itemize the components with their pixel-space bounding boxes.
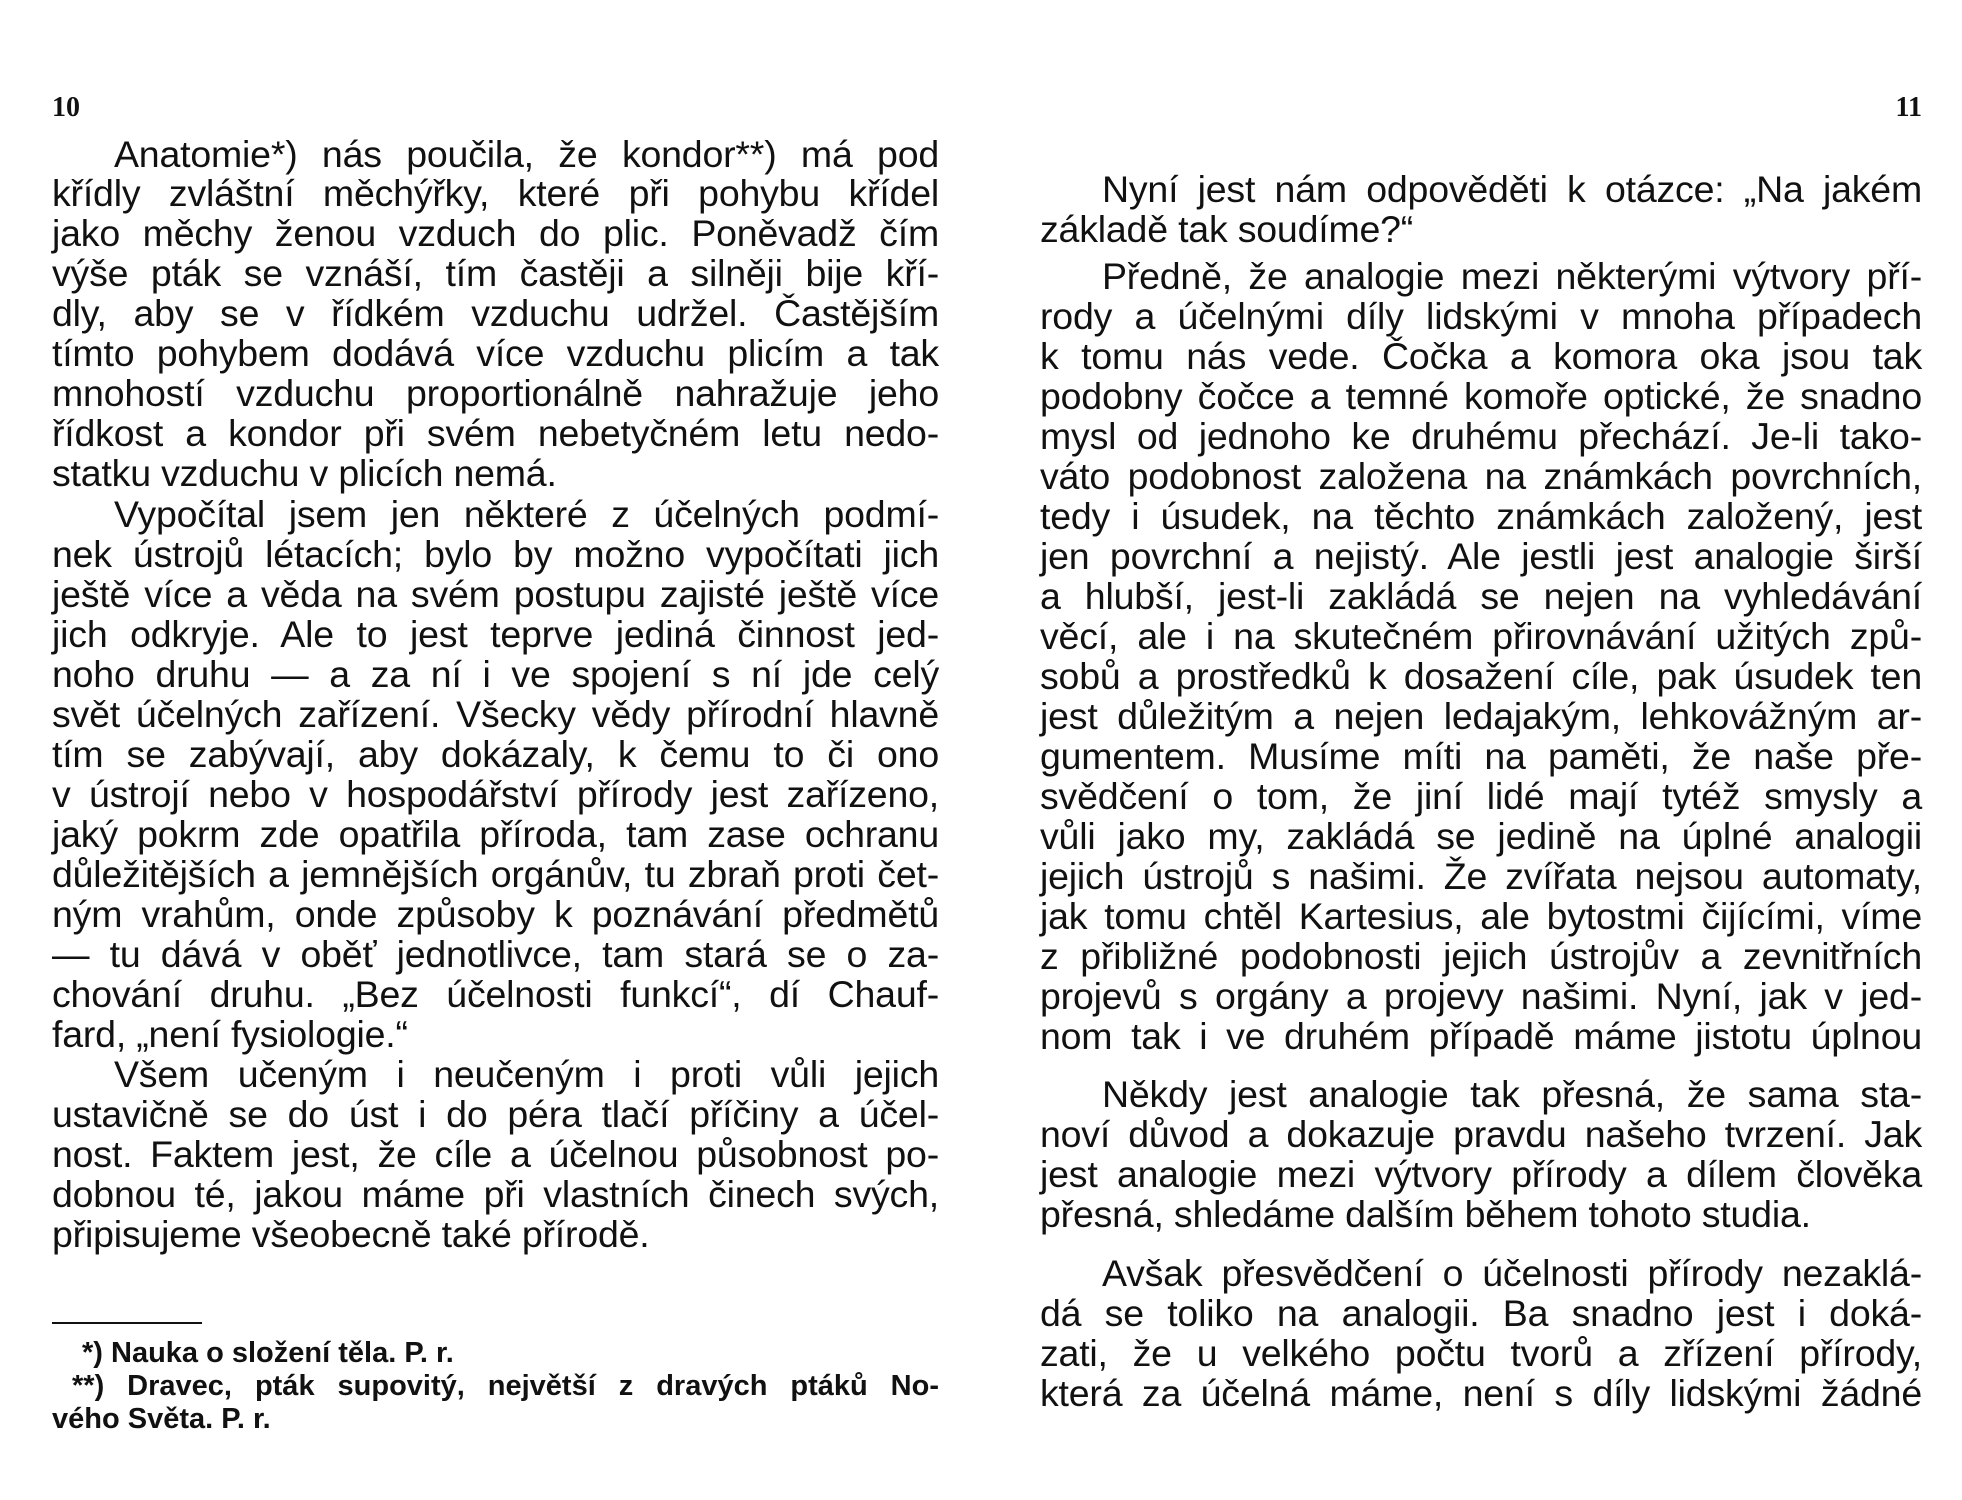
- text-line: tímto pohybem dodává více vzduchu plicím a tak: [52, 332, 939, 374]
- text-line: Anatomie*) nás poučila, že kondor**) má pod: [114, 133, 939, 175]
- text-line: dly, aby se v řídkém vzduchu udržel. Častějším: [52, 292, 939, 334]
- text-line: přesná, shledáme dalším během tohoto studia.: [1040, 1193, 1811, 1235]
- text-line: k tomu nás vede. Čočka a komora oka jsou tak: [1040, 335, 1922, 377]
- text-line: fard, „není fysiologie.“: [52, 1013, 408, 1055]
- text-line: chování druhu. „Bez účelnosti funkcí“, dí Chauf-: [52, 973, 939, 1015]
- text-line: svědčení o tom, že jiní lidé mají tytéž smysly a: [1040, 775, 1922, 817]
- text-line: projevů s orgány a projevy našimi. Nyní, jak v jed-: [1040, 975, 1922, 1017]
- text-line: váto podobnost založena na známkách povrchních,: [1040, 455, 1922, 497]
- text-line: gumentem. Musíme míti na paměti, že naše pře-: [1040, 735, 1922, 777]
- footnote: **) Dravec, pták supovitý, největší z dravých ptáků No-: [72, 1370, 939, 1402]
- text-line: svět účelných zařízení. Všecky vědy přírodní hlavně: [52, 693, 939, 735]
- text-line: jak tomu chtěl Kartesius, ale bytostmi čijícími, víme: [1040, 895, 1922, 937]
- text-line: Někdy jest analogie tak přesná, že sama sta-: [1102, 1073, 1922, 1115]
- text-line: tím se zabývají, aby dokázaly, k čemu to či ono: [52, 733, 939, 775]
- text-line: jich odkryje. Ale to jest teprve jediná činnost jed-: [52, 613, 939, 655]
- text-line: noví důvod a dokazuje pravdu našeho tvrzení. Jak: [1040, 1113, 1922, 1155]
- text-line: dobnou té, jakou máme při vlastních činech svých,: [52, 1173, 939, 1215]
- footnote: *) Nauka o složení těla. P. r.: [82, 1337, 454, 1369]
- text-line: noho druhu — a za ní i ve spojení s ní jde celý: [52, 653, 939, 695]
- text-line: která za účelná máme, není s díly lidskými žádné: [1040, 1372, 1922, 1414]
- footnote: vého Světa. P. r.: [52, 1403, 271, 1435]
- text-line: ustavičně se do úst i do péra tlačí příčiny a účel-: [52, 1093, 939, 1135]
- text-line: jest důležitým a nejen ledajakým, lehkovážným ar-: [1040, 695, 1922, 737]
- text-line: tedy i úsudek, na těchto známkách založený, jest: [1040, 495, 1922, 537]
- text-line: ještě více a věda na svém postupu zajisté ještě více: [52, 573, 939, 615]
- text-line: Všem učeným i neučeným i proti vůli jejich: [114, 1053, 939, 1095]
- footnote-divider: [52, 1322, 202, 1324]
- text-line: výše pták se vznáší, tím častěji a silněji bije kří-: [52, 252, 939, 294]
- text-line: jen povrchní a nejistý. Ale jestli jest analogie širší: [1040, 535, 1922, 577]
- text-line: z přibližné podobnosti jejich ústrojův a zevnitřních: [1040, 935, 1922, 977]
- text-line: sobů a prostředků k dosažení cíle, pak úsudek ten: [1040, 655, 1922, 697]
- text-line: důležitějších a jemnějších orgánův, tu zbraň proti čet-: [52, 853, 939, 895]
- text-line: v ústrojí nebo v hospodářství přírody jest zařízeno,: [52, 773, 939, 815]
- text-line: Vypočítal jsem jen některé z účelných podmí-: [114, 493, 939, 535]
- text-line: nom tak i ve druhém případě máme jistotu úplnou: [1040, 1015, 1922, 1057]
- text-line: nek ústrojů létacích; bylo by možno vypočítati jich: [52, 533, 939, 575]
- text-line: jejich ústrojů s našimi. Že zvířata nejsou automaty,: [1040, 855, 1922, 897]
- page-number-right: 11: [1895, 92, 1922, 123]
- text-line: jaký pokrm zde opatřila příroda, tam zase ochranu: [52, 813, 939, 855]
- text-line: mnohostí vzduchu proportionálně nahražuje jeho: [52, 372, 939, 414]
- text-line: — tu dává v oběť jednotlivce, tam stará se o za-: [52, 933, 939, 975]
- text-line: podobny čočce a temné komoře optické, že snadno: [1040, 375, 1922, 417]
- text-line: vůli jako my, zakládá se jedině na úplné analogii: [1040, 815, 1922, 857]
- text-line: Předně, že analogie mezi některými výtvory pří-: [1102, 255, 1922, 297]
- text-line: a hlubší, jest-li zakládá se nejen na vyhledávání: [1040, 575, 1922, 617]
- text-line: základě tak soudíme?“: [1040, 208, 1414, 250]
- text-line: mysl od jednoho ke druhému přechází. Je-li tako-: [1040, 415, 1922, 457]
- text-line: statku vzduchu v plicích nemá.: [52, 452, 557, 494]
- page-number-left: 10: [52, 92, 80, 123]
- text-line: řídkost a kondor při svém nebetyčném letu nedo-: [52, 412, 939, 454]
- text-line: věcí, ale i na skutečném přirovnávání užitých způ-: [1040, 615, 1922, 657]
- text-line: Nyní jest nám odpověděti k otázce: „Na jakém: [1102, 168, 1922, 210]
- text-line: dá se toliko na analogii. Ba snadno jest i doká-: [1040, 1292, 1922, 1334]
- text-line: ným vrahům, onde způsoby k poznávání předmětů: [52, 893, 939, 935]
- text-line: Avšak přesvědčení o účelnosti přírody nezaklá-: [1102, 1252, 1922, 1294]
- text-line: jest analogie mezi výtvory přírody a dílem člověka: [1040, 1153, 1922, 1195]
- text-line: zati, že u velkého počtu tvorů a zřízení přírody,: [1040, 1332, 1922, 1374]
- text-line: jako měchy ženou vzduch do plic. Poněvadž čím: [52, 212, 939, 254]
- text-line: rody a účelnými díly lidskými v mnoha případech: [1040, 295, 1922, 337]
- text-line: nost. Faktem jest, že cíle a účelnou působnost po-: [52, 1133, 939, 1175]
- text-line: křídly zvláštní měchýřky, které při pohybu křídel: [52, 172, 939, 214]
- text-line: připisujeme všeobecně také přírodě.: [52, 1213, 650, 1255]
